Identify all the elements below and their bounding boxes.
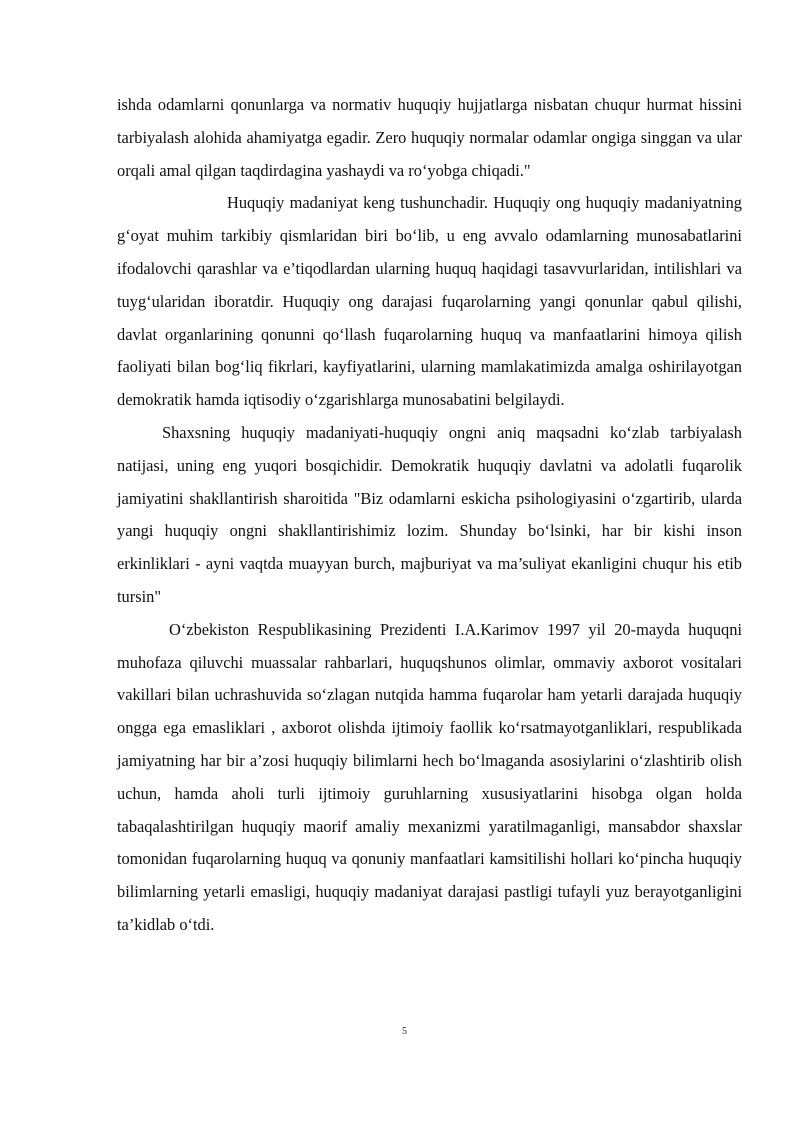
paragraph-prezident-nutqi: O‘zbekiston Respublikasining Prezidenti I.A.Karimov 1997 yil 20-mayda huquqni muhofaza qiluvchi muassalar rahbarlari, huquqshunos olimlar, ommaviy axborot vositalari vakillari bilan uchrashuvida so‘zlagan nutqida hamma fuqarolar ham yetarli darajada huquqiy ongga ega emasliklari , axborot olishda ijtimoiy faollik ko‘rsatmayotganliklari, respublikada jamiyatning har bir a’zosi huquqiy bilimlarni hech bo‘lmaganda asosiylarini o‘zlashtirib olish uchun, hamda aholi turli ijtimoiy guruhlarning xususiyatlarini hisobga olgan holda tabaqalashtirilgan huquqiy maorif amaliy mexanizmi yaratilmaganligi, mansabdor shaxslar tomonidan fuqarolarning huquq va qonuniy manfaatlari kamsitilishi hollari ko‘pincha huquqiy bilimlarning yetarli emasligi, huquqiy madaniyat darajasi pastligi tufayli yuz berayotganligini ta’kidlab o‘tdi. <box>117 619 742 934</box>
paragraph-continuation: ishda odamlarni qonunlarga va normativ huquqiy hujjatlarga nisbatan chuqur hurmat hissini tarbiyalash alohida ahamiyatga egadir. Zero huquqiy normalar odamlar ongiga singgan va ular orqali amal qilgan taqdirdagina yashaydi va ro‘yobga chiqadi." <box>117 95 742 180</box>
body-text <box>117 89 742 942</box>
paragraph-huquqiy-madaniyat: Huquqiy madaniyat keng tushunchadir. Huquqiy ong huquqiy madaniyatning g‘oyat muhim tarkibiy qismlaridan biri bo‘lib, u eng avvalo odamlarning munosabatlarini ifodalovchi qarashlar va e’tiqodlardan ularning huquq haqidagi tasavvurlaridan, intilishlari va tuyg‘ularidan iboratdir. Huquqiy ong darajasi fuqarolarning yangi qonunlar qabul qilishi, davlat organlarining qonunni qo‘llash fuqarolarning huquq va manfaatlarini himoya qilish faoliyati bilan bog‘liq fikrlari, kayfiyatlarini, ularning mamlakatimizda amalga oshirilayotgan demokratik hamda iqtisodiy o‘zgarishlarga munosabatini belgilaydi. <box>117 193 742 410</box>
paragraph-shaxsning-huquqiy-madaniyati: Shaxsning huquqiy madaniyati-huquqiy ongni aniq maqsadni ko‘zlab tarbiyalash natijasi, uning eng yuqori bosqichidir. Demokratik huquqiy davlatni va adolatli fuqarolik jamiyatini shakllantirish sharoitida "Biz odamlarni eskicha psihologiyasini o‘zgartirib, ularda yangi huquqiy ongni shakllantirishimiz lozim. Shunday bo‘lsinki, har bir kishi inson erkinliklari - ayni vaqtda muayyan burch, majburiyat va ma’suliyat ekanligini chuqur his etib tursin" <box>117 422 742 606</box>
page-number: 5 <box>402 1026 407 1037</box>
